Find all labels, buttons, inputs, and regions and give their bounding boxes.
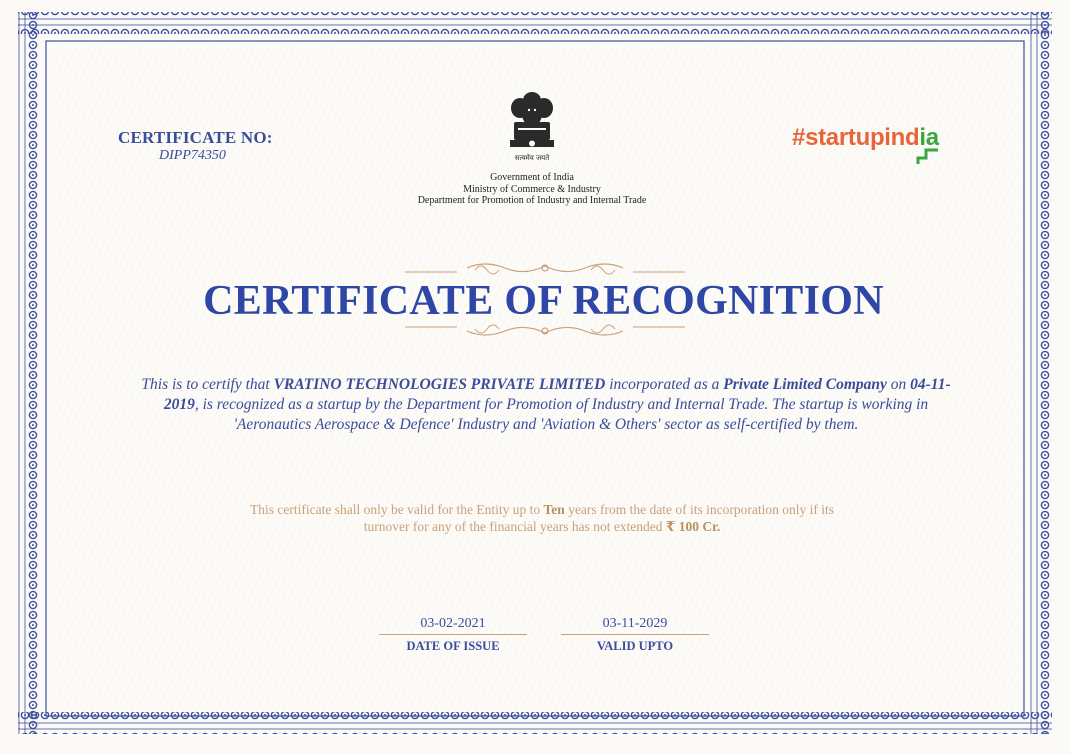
valid-upto-line bbox=[561, 634, 709, 635]
logo-text-b: ia bbox=[919, 124, 939, 151]
issue-date-label: DATE OF ISSUE bbox=[406, 639, 500, 653]
certificate-number: DIPP74350 bbox=[159, 148, 226, 163]
company-name: VRATINO TECHNOLOGIES PRIVATE LIMITED bbox=[273, 376, 606, 393]
issue-date-line bbox=[379, 634, 527, 635]
statement-part-3: on bbox=[886, 376, 911, 393]
validity-part-2: years from the date of its incorporation only if its turnover for any of the financial years has not extended bbox=[363, 502, 834, 534]
bottom-ornament bbox=[405, 321, 685, 341]
issuer-block bbox=[382, 172, 682, 207]
issuer-line-1: Government of India bbox=[490, 172, 574, 183]
statement-part-4: , is recognized as a startup by the Department for Promotion of Industry and Internal Trade. The startup is working in 'Aeronautics Aerospace & Defence' Industry and 'Aviation & Others' sector as self-certified by them. bbox=[194, 396, 929, 433]
company-type: Private Limited Company bbox=[723, 376, 887, 393]
certificate-title: CERTIFICATE OF RECOGNITION bbox=[203, 278, 884, 324]
validity-part-1: This certificate shall only be valid for the Entity up to bbox=[250, 502, 544, 517]
logo-hash: # bbox=[792, 124, 806, 151]
validity-statement bbox=[230, 501, 854, 535]
certificate-number-label: CERTIFICATE NO: bbox=[118, 128, 273, 147]
statement-part-1: This is to certify that bbox=[141, 376, 274, 393]
incorporation-date: 04-11-2019 bbox=[163, 376, 951, 413]
issuer-line-2: Ministry of Commerce & Industry bbox=[463, 183, 601, 195]
logo-step-icon bbox=[916, 146, 940, 166]
valid-upto-date: 03-11-2029 bbox=[602, 616, 668, 631]
top-ornament bbox=[405, 258, 685, 278]
recognition-statement bbox=[128, 375, 964, 435]
statement-part-2: incorporated as a bbox=[605, 376, 724, 393]
issue-date: 03-02-2021 bbox=[420, 616, 486, 631]
valid-upto-label: VALID UPTO bbox=[596, 639, 674, 653]
issuer-line-3: Department for Promotion of Industry and Internal Trade bbox=[417, 195, 647, 206]
emblem-motto: सत्यमेव जयते bbox=[514, 154, 550, 162]
turnover-limit: ₹ 100 Cr. bbox=[665, 519, 721, 534]
validity-term: Ten bbox=[543, 502, 565, 517]
logo-text-a: startupind bbox=[805, 124, 920, 151]
national-emblem-icon bbox=[500, 86, 564, 170]
